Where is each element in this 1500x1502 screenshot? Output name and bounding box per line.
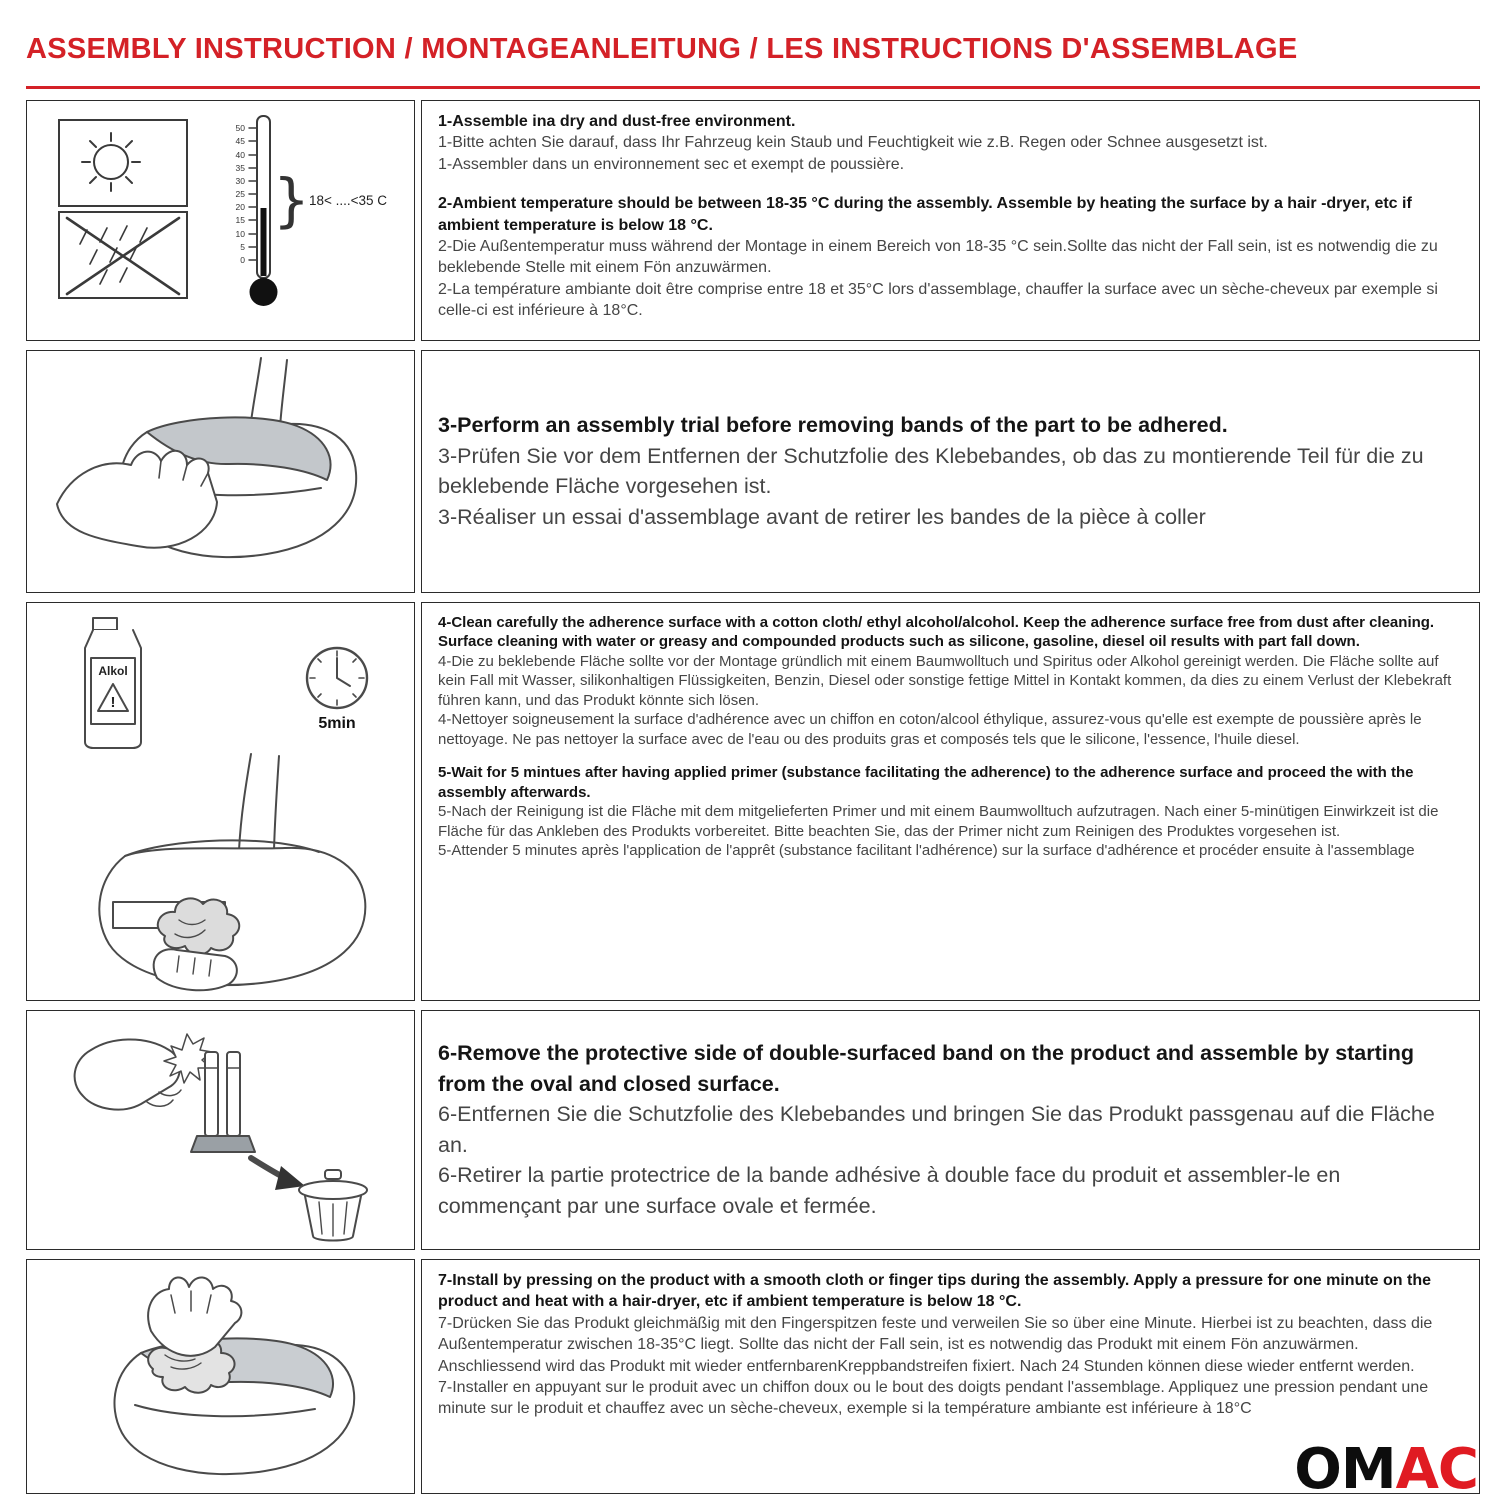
instruction-paragraph: 4-Die zu beklebende Fläche sollte vor der Montage gründlich mit einem Baumwolltuch und Spiritus oder Alkohol gereinigt werden. Die Fläche sollte auf kein Fall mit Wasser, silikonhaltigen Flüssigkeiten, Benzin, Diesel oder sonstige fettige Mittel in Kontakt kommen, da dies zu einem Verlust der Klebekraft führen kann, und das Produkt könnte sich lösen. bbox=[438, 652, 1452, 709]
mirror-cleaning-drawing bbox=[99, 754, 365, 990]
svg-text:15: 15 bbox=[235, 215, 245, 226]
pressing-cloth-drawing bbox=[29, 1261, 412, 1492]
instruction-paragraph: 3-Réaliser un essai d'assemblage avant de retirer les bandes de la pièce à coller bbox=[438, 504, 1206, 529]
instruction-paragraph: 6-Retirer la partie protectrice de la bande adhésive à double face du produit et assembler-le en commençant par une surface ovale et fermée. bbox=[438, 1163, 1341, 1218]
instruction-paragraph: 5-Wait for 5 mintues after having applied primer (substance facilitating the adherence) to the adherence surface and proceed the with the assembly afterwards. bbox=[438, 764, 1414, 801]
arrow-icon bbox=[251, 1158, 305, 1190]
clock-icon bbox=[307, 648, 367, 732]
tape-removal-drawing bbox=[29, 1012, 412, 1248]
instruction-paragraph: 7-Drücken Sie das Produkt gleichmäßig mit den Fingerspitzen feste und verweilen Sie so über eine Minute. Hierbei ist zu beachten, dass die Außentemperatur zwischen 18-35°C liegt. Sollte das nicht der Fall sein, ist es notwendig das Produkt mit einem Fön anzuwärmen. Anschliessend wird das Produkt mit wieder entfernbarenKreppbandstreifen fixiert. Nach 24 Stunden können diese wieder entfernt werden. bbox=[438, 1314, 1433, 1375]
instruction-text-step-3 bbox=[421, 350, 1480, 593]
instruction-paragraph: 3-Prüfen Sie vor dem Entfernen der Schutzfolie des Klebebandes, ob das zu montierende Teil für die zu beklebende Fläche vorgesehen ist. bbox=[438, 443, 1424, 499]
instruction-row-install bbox=[26, 1259, 1480, 1494]
hand-icon bbox=[75, 1039, 180, 1109]
svg-text:!: ! bbox=[110, 694, 116, 712]
cleaning-drawing bbox=[29, 604, 412, 998]
instruction-paragraph: 6-Entfernen Sie die Schutzfolie des Klebebandes und bringen Sie das Produkt passgenau auf die Fläche an. bbox=[438, 1102, 1435, 1157]
instruction-text-step-6 bbox=[421, 1010, 1480, 1250]
instruction-text-step-1-2 bbox=[421, 100, 1480, 341]
instruction-paragraph: 7-Install by pressing on the product with a smooth cloth or finger tips during the assembly. Apply a pressure for one minute on the product and heat with a hair-dryer, etc if ambient temperature is below 18 °C. bbox=[438, 1271, 1431, 1311]
no-rain-icon bbox=[59, 212, 187, 298]
title-underline bbox=[26, 86, 1480, 89]
thermometer-icon bbox=[236, 116, 388, 306]
svg-text:10: 10 bbox=[235, 229, 245, 240]
instruction-paragraph: 1-Assembler dans un environnement sec et exempt de poussière. bbox=[438, 155, 905, 173]
illustration-environment-temperature bbox=[26, 100, 415, 341]
instruction-paragraph: 7-Installer en appuyant sur le produit avec un chiffon doux ou le bout des doigts pendant l'assemblage. Appliquez une pression pendant une minute sur le produit et chauffez avec un sèche-cheveux, exemple si la température ambiante est inférieure à 18°C bbox=[438, 1379, 1429, 1418]
svg-text:30: 30 bbox=[235, 176, 245, 187]
svg-text:25: 25 bbox=[235, 189, 245, 200]
temperature-range-label: 18< ....<35 C bbox=[309, 193, 388, 209]
instruction-row-trial bbox=[26, 350, 1480, 593]
omac-logo-red-part: AC bbox=[1395, 1437, 1478, 1502]
instruction-paragraph: 3-Perform an assembly trial before removing bands of the part to be adhered. bbox=[438, 413, 1228, 438]
trash-can-icon bbox=[299, 1170, 367, 1241]
bottle-label: Alkol bbox=[98, 664, 128, 679]
instruction-paragraph: 4-Clean carefully the adherence surface with a cotton cloth/ ethyl alcohol/alcohol. Keep the adherence surface free from dust after cleaning. Surface cleaning with water or greasy and compounded products such as silicone, gasoline, diesel oil results with part fall down. bbox=[438, 613, 1435, 651]
instruction-row-environment bbox=[26, 100, 1480, 341]
instruction-paragraph: 2-La température ambiante doit être comprise entre 18 et 35°C lors d'assemblage, chauffer la surface avec un sèche-cheveux par exemple si celle-ci est inférieure à 18°C. bbox=[438, 280, 1438, 320]
instruction-paragraph: 6-Remove the protective side of double-surfaced band on the product and assemble by starting from the oval and closed surface. bbox=[438, 1041, 1415, 1096]
instruction-paragraph: 2-Ambient temperature should be between 18-35 °C during the assembly. Assemble by heating the surface by a hair -dryer, etc if ambient temperature is below 18 °C. bbox=[438, 195, 1412, 234]
instruction-paragraph: 5-Nach der Reinigung ist die Fläche mit dem mitgelieferten Primer und mit einem Baumwolltuch aufzutragen. Nach einer 5-minütigen Einwirkzeit ist die Fläche für das Ankleben des Produkts vorbereitet. Bitte beachten Sie, das der Primer nicht zum Reinigen des Produktes vorgesehen ist. bbox=[438, 803, 1439, 840]
mirror-hand-drawing bbox=[29, 352, 412, 591]
clock-duration-label: 5min bbox=[318, 715, 356, 733]
svg-text:40: 40 bbox=[235, 150, 245, 161]
omac-logo-black-part: OM bbox=[1294, 1437, 1396, 1502]
sun-icon bbox=[59, 120, 187, 206]
illustration-tape-removal bbox=[26, 1010, 415, 1250]
svg-text:20: 20 bbox=[235, 202, 245, 213]
svg-text:45: 45 bbox=[235, 136, 245, 147]
instruction-paragraph: 1-Assemble ina dry and dust-free environment. bbox=[438, 112, 796, 130]
environment-temperature-drawing bbox=[29, 102, 412, 338]
page-title: ASSEMBLY INSTRUCTION / MONTAGEANLEITUNG / LES INSTRUCTIONS D'ASSEMBLAGE bbox=[26, 33, 1298, 66]
instruction-row-remove-band bbox=[26, 1010, 1480, 1250]
illustration-cleaning bbox=[26, 602, 415, 1001]
illustration-press-install bbox=[26, 1259, 415, 1494]
instruction-paragraph: 1-Bitte achten Sie darauf, dass Ihr Fahrzeug kein Staub und Feuchtigkeit wie z.B. Regen oder Schnee ausgesetzt ist. bbox=[438, 134, 1268, 152]
svg-text:0: 0 bbox=[240, 255, 245, 266]
hand-icon bbox=[154, 950, 237, 991]
svg-text:5: 5 bbox=[240, 242, 245, 253]
instruction-row-cleaning bbox=[26, 602, 1480, 1001]
instruction-text-step-4-5 bbox=[421, 602, 1480, 1001]
alcohol-bottle-icon bbox=[85, 618, 141, 748]
svg-text:35: 35 bbox=[235, 163, 245, 174]
instruction-paragraph: 2-Die Außentemperatur muss während der Montage in einem Bereich von 18-35 °C sein.Sollte das nicht der Fall sein, ist es notwendig die zu beklebende Stelle mit einem Fön anzuwärmen. bbox=[438, 238, 1438, 277]
instruction-paragraph: 5-Attender 5 minutes après l'application de l'apprêt (substance facilitant l'adhérence) sur la surface d'adhérence et procéder ensuite à l'assemblage bbox=[438, 842, 1415, 860]
svg-text:50: 50 bbox=[235, 123, 245, 134]
svg-text:}: } bbox=[273, 166, 310, 235]
illustration-mirror-trial bbox=[26, 350, 415, 593]
instruction-paragraph: 4-Nettoyer soigneusement la surface d'adhérence avec un chiffon en coton/alcool éthylique, assurez-vous qu'elle est exempte de poussière après le nettoyage. Ne pas nettoyer la surface avec de l'eau ou des produits gras et composés tels que le silicone, l'essence, l'huile diesel. bbox=[438, 711, 1422, 748]
omac-logo bbox=[1294, 1437, 1478, 1502]
